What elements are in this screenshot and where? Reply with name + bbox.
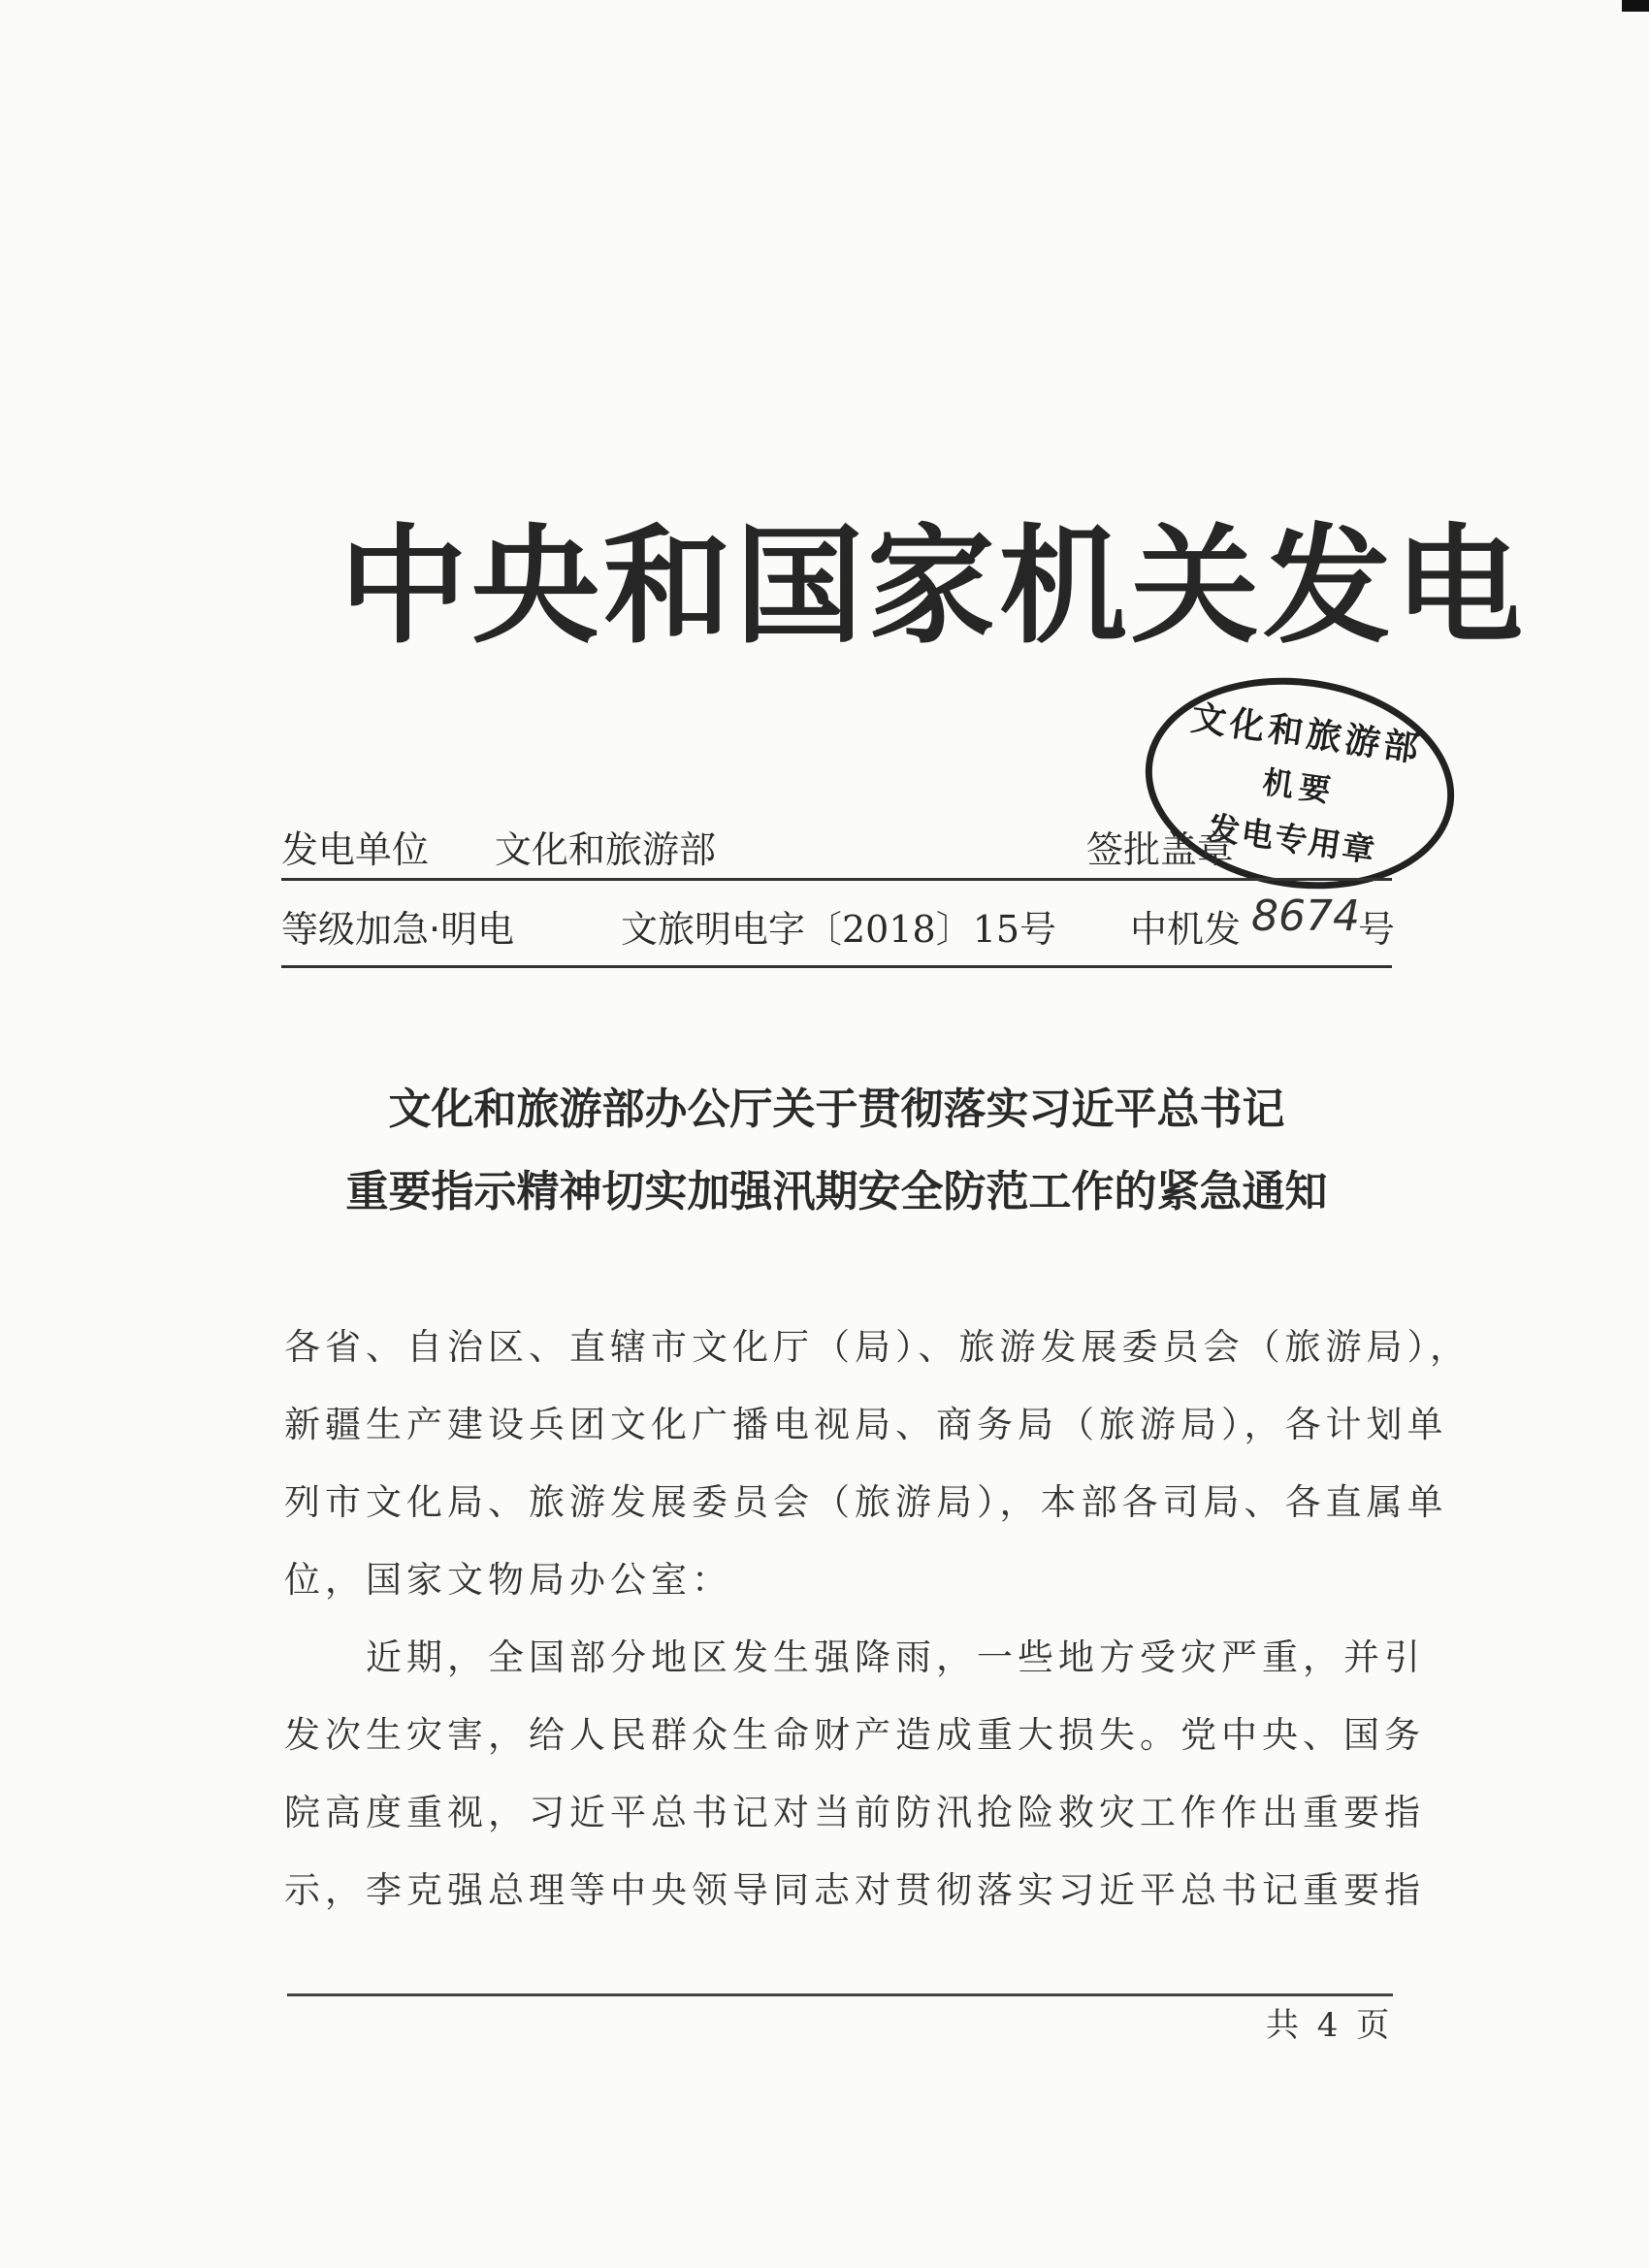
page-count: 共 4 页 [1266, 2006, 1394, 2045]
sender-value: 文化和旅游部 [495, 828, 717, 871]
body-line: 示，李克强总理等中央领导同志对贯彻落实习近平总书记重要指 [284, 1869, 1425, 1911]
seal-text-org: 文化和旅游部 [1188, 697, 1425, 770]
grade-label: 等级加急·明电 [281, 908, 515, 951]
header-divider-top [281, 878, 1392, 881]
central-suffix: 号 [1358, 908, 1396, 951]
signature-label: 签批盖章 [1086, 828, 1235, 871]
body-line: 发次生灾害，给人民群众生命财产造成重大损失。党中央、国务 [284, 1714, 1425, 1756]
body-line: 各省、自治区、直辖市文化厅（局）、旅游发展委员会（旅游局）， [284, 1326, 1471, 1368]
body-line: 近期，全国部分地区发生强降雨，一些地方受灾严重，并引 [284, 1636, 1425, 1678]
notice-title-line2: 重要指示精神切实加强汛期安全防范工作的紧急通知 [345, 1167, 1328, 1216]
body-line: 列市文化局、旅游发展委员会（旅游局），本部各司局、各直属单 [284, 1481, 1448, 1523]
body-line: 位，国家文物局办公室： [284, 1559, 732, 1601]
footer-divider [287, 1993, 1393, 1996]
seal-text-dept: 机要 [1260, 762, 1339, 811]
masthead-title: 中央和国家机关发电 [340, 512, 1527, 662]
body-line: 院高度重视，习近平总书记对当前防汛抢险救灾工作作出重要指 [284, 1792, 1425, 1833]
scan-corner-mark [1622, 0, 1649, 12]
central-prefix: 中机发 [1130, 908, 1242, 951]
body-line: 新疆生产建设兵团文化广播电视局、商务局（旅游局），各计划单 [284, 1404, 1448, 1445]
central-number-handwritten: 8674 [1251, 891, 1360, 941]
header-divider-bottom [281, 965, 1392, 968]
doc-number: 文旅明电字〔2018〕15号 [621, 908, 1057, 951]
seal-text-purpose: 发电专用章 [1205, 808, 1379, 870]
sender-label: 发电单位 [281, 828, 430, 871]
notice-title-line1: 文化和旅游部办公厅关于贯彻落实习近平总书记 [388, 1085, 1285, 1134]
